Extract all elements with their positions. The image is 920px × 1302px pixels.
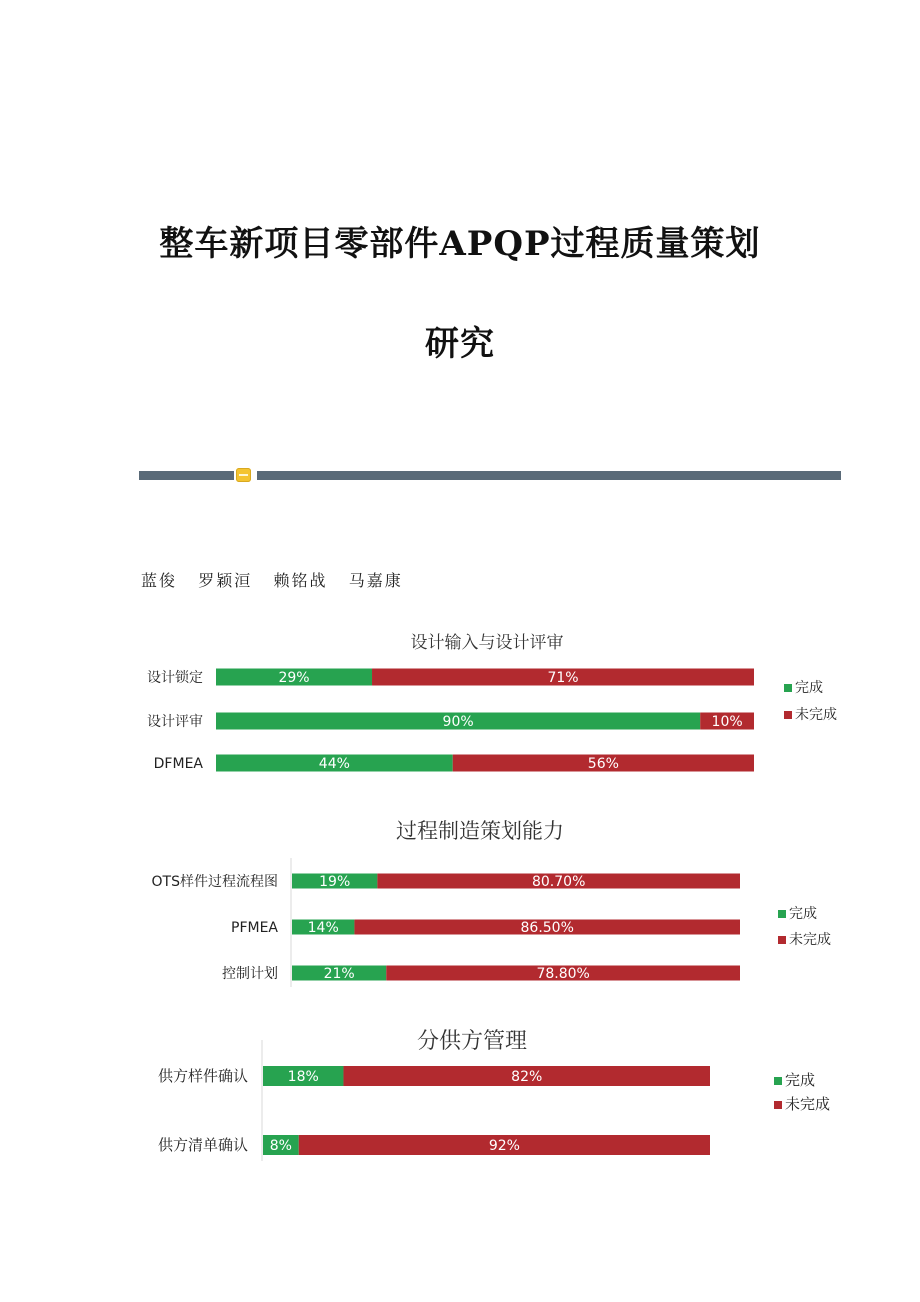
category-label: OTS样件过程流程图 xyxy=(151,874,278,890)
legend-label: 完成 xyxy=(789,906,817,922)
paper-title-line-2: 研究 xyxy=(425,324,495,364)
category-label: 控制计划 xyxy=(222,966,278,982)
category-label: PFMEA xyxy=(231,920,278,936)
data-label: 18% xyxy=(287,1069,319,1085)
data-label: 80.70% xyxy=(531,874,586,890)
category-label: 供方清单确认 xyxy=(157,1136,248,1154)
legend-label: 未完成 xyxy=(795,707,837,723)
divider-folder-icon xyxy=(236,468,251,482)
data-label: 29% xyxy=(278,670,310,686)
data-label: 10% xyxy=(711,714,743,730)
legend-swatch-complete xyxy=(784,684,792,692)
legend-label: 未完成 xyxy=(785,1095,831,1113)
category-label: 设计锁定 xyxy=(147,670,203,686)
divider-left xyxy=(139,471,234,480)
author-list: 蓝俊 罗颖洹 赖铭战 马嘉康 xyxy=(141,571,403,590)
data-label: 21% xyxy=(323,966,355,982)
data-label: 56% xyxy=(587,756,619,772)
chart-process-planning xyxy=(0,812,920,990)
data-label: 78.80% xyxy=(536,966,590,982)
divider-right xyxy=(257,471,841,480)
legend-label: 未完成 xyxy=(789,932,831,948)
legend-swatch-complete xyxy=(778,910,786,918)
data-label: 92% xyxy=(488,1138,520,1154)
legend-label: 完成 xyxy=(785,1071,816,1089)
data-label: 90% xyxy=(442,714,474,730)
paper-title-line-1: 整车新项目零部件APQP过程质量策划 xyxy=(159,224,761,264)
chart-title: 过程制造策划能力 xyxy=(396,819,564,843)
legend-swatch-incomplete xyxy=(784,711,792,719)
data-label: 86.50% xyxy=(520,920,574,936)
data-label: 71% xyxy=(547,670,579,686)
category-label: 设计评审 xyxy=(147,714,203,730)
category-label: 供方样件确认 xyxy=(157,1067,248,1085)
chart-title: 分供方管理 xyxy=(416,1029,528,1054)
data-label: 19% xyxy=(319,874,351,890)
data-label: 8% xyxy=(269,1138,292,1154)
legend-swatch-incomplete xyxy=(774,1101,782,1109)
category-label: DFMEA xyxy=(153,756,203,772)
chart-title: 设计输入与设计评审 xyxy=(410,633,564,653)
legend-swatch-incomplete xyxy=(778,936,786,944)
data-label: 14% xyxy=(307,920,339,936)
data-label: 44% xyxy=(318,756,350,772)
legend-swatch-complete xyxy=(774,1077,782,1085)
data-label: 82% xyxy=(511,1069,543,1085)
legend-label: 完成 xyxy=(795,680,823,696)
chart-supplier-management xyxy=(0,1018,920,1166)
chart-design-input-review xyxy=(0,620,920,790)
